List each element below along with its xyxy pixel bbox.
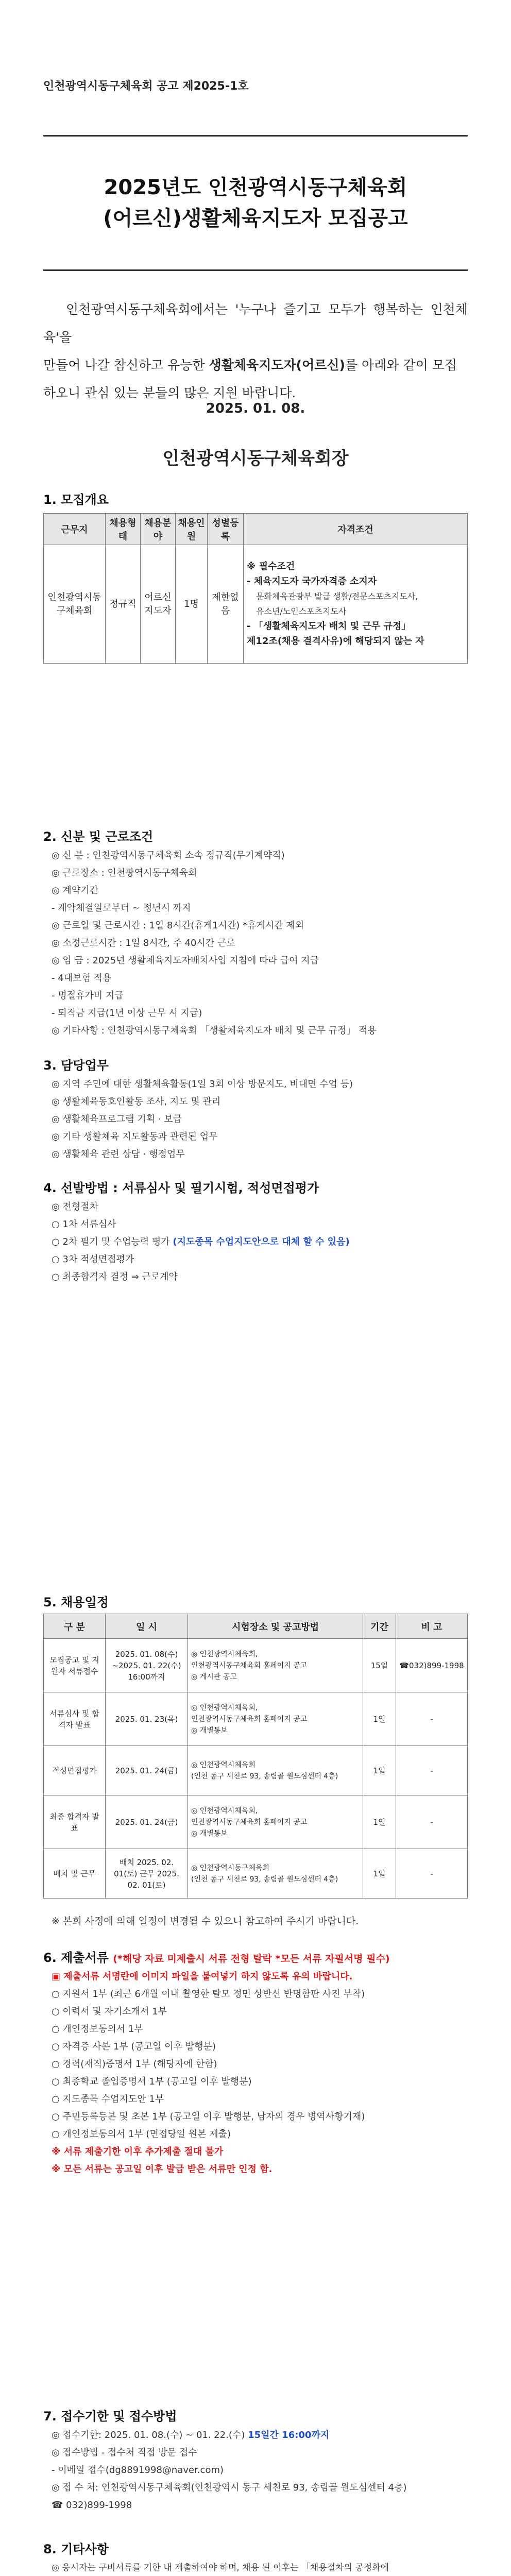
section-4-title: 4. 선발방법 : 서류심사 및 필기시험, 적성면접평가 — [43, 1181, 319, 1195]
condition-item: ◎ 근로일 및 근로시간 : 1일 8시간(휴게1시간) *휴게시간 제외 — [52, 920, 304, 931]
title-line-2: (어르신)생활체육지도자 모집공고 — [103, 207, 408, 230]
sched-type: 서류심사 및 합격자 발표 — [44, 1692, 106, 1746]
schedule-row — [44, 1849, 468, 1899]
documents-warning: ▣ 제출서류 서명란에 이미지 파일을 붙여넣기 하지 않도록 유의 바랍니다. — [52, 1971, 353, 1982]
condition-item: ◎ 기타사항 : 인천광역시동구체육회 「생활체육지도자 배치 및 근무 규정」 적용 — [52, 1025, 377, 1036]
sched-col-type: 구 분 — [44, 1614, 106, 1639]
col-workplace: 근무지 — [44, 514, 106, 545]
selection-item-highlight: (지도종목 수업지도안으로 대체 할 수 있음) — [173, 1236, 350, 1247]
selection-item: ○ 최종합격자 결정 ⇒ 근로계약 — [52, 1272, 178, 1282]
notice-number: 인천광역시동구체육회 공고 제2025-1호 — [43, 80, 249, 93]
condition-item: - 퇴직금 지급(1년 이상 근무 시 지급) — [52, 1008, 202, 1019]
section-6-warning: (*해당 자료 미제출시 서류 전형 탈락 *모든 서류 자필서명 필수) — [113, 1953, 390, 1964]
application-list — [52, 2427, 464, 2514]
duties-list — [52, 1076, 464, 1163]
misc-item: ◎ 응시자는 구비서류를 기한 내 제출하여야 하며, 채용 된 이후는 「채용절차의 공정화에 — [52, 2563, 389, 2573]
intro-line-2 — [43, 351, 468, 379]
condition-item: ◎ 근로장소 : 인천광역시동구체육회 — [52, 868, 197, 878]
section-8-title: 8. 기타사항 — [43, 2542, 109, 2556]
sched-period: 1일 — [363, 1692, 396, 1746]
sched-place-line: 인천광역시동구체육회 홈페이지 공고 — [191, 1818, 308, 1826]
schedule-row — [44, 1639, 468, 1692]
application-item: - 이메일 접수(dg8891998@naver.com) — [52, 2465, 224, 2476]
schedule-header — [44, 1614, 468, 1639]
application-item — [52, 2427, 464, 2444]
sched-col-date: 일 시 — [106, 1614, 188, 1639]
notice-date: 2025. 01. 08. — [206, 401, 305, 416]
sched-col-period: 기간 — [363, 1614, 396, 1639]
sched-note: - — [396, 1746, 468, 1795]
col-field: 채용분야 — [141, 514, 176, 545]
col-count: 채용인원 — [176, 514, 208, 545]
section-6-label: 6. 제출서류 — [43, 1951, 113, 1965]
condition-item: ◎ 임 금 : 2025년 생활체육지도자배치사업 지침에 따라 급여 지급 — [52, 955, 319, 966]
section-7-title: 7. 접수기한 및 접수방법 — [43, 2409, 177, 2424]
qual-1: - 체육지도자 국가자격증 소지자 — [247, 576, 377, 587]
documents-list — [52, 1968, 464, 2178]
sched-place — [188, 1849, 363, 1899]
sched-col-place: 시험장소 및 공고방법 — [188, 1614, 363, 1639]
section-2-title: 2. 신분 및 근로조건 — [43, 829, 154, 844]
condition-item: ◎ 계약기간 — [52, 885, 98, 896]
cell-gender: 제한없음 — [208, 545, 244, 664]
document-item: ○ 주민등록등본 및 초본 1부 (공고일 이후 발행분, 남자의 경우 병역사항기재) — [52, 2111, 365, 2122]
title-box — [43, 135, 468, 271]
sched-place — [188, 1746, 363, 1795]
title-line-1: 2025년도 인천광역시동구체육회 — [104, 176, 407, 199]
intro-line-1: 인천광역시동구체육회에서는 '누구나 즐기고 모두가 행복하는 인천체육'을 — [43, 302, 468, 345]
sched-place-line: ◎ 인천광역시체육회 — [191, 1760, 256, 1769]
condition-item: ◎ 소정근로시간 : 1일 8시간, 주 40시간 근로 — [52, 938, 235, 948]
documents-deadline-warning: ※ 서류 제출기한 이후 추가제출 절대 불가 — [52, 2146, 224, 2157]
document-item: ○ 이력서 및 자기소개서 1부 — [52, 2006, 167, 2017]
documents-issue-warning: ※ 모든 서류는 공고일 이후 발급 받은 서류만 인정 함. — [52, 2164, 272, 2175]
selection-item — [52, 1233, 464, 1251]
sched-place-line: (인천 동구 세천로 93, 송림골 원도심센터 4층) — [191, 1772, 338, 1781]
application-deadline-highlight: 15일간 16:00까지 — [248, 2430, 330, 2441]
sched-type: 모집공고 및 지원자 서류접수 — [44, 1639, 106, 1692]
selection-list — [52, 1198, 464, 1286]
selection-item-text: ○ 2차 필기 및 수업능력 평가 — [52, 1236, 173, 1247]
sched-place — [188, 1639, 363, 1692]
intro-highlight: 생활체육지도자(어르신) — [209, 358, 345, 372]
issuer: 인천광역시동구체육회장 — [162, 448, 349, 469]
condition-item: - 4대보험 적용 — [52, 973, 112, 984]
schedule-row — [44, 1692, 468, 1746]
misc-list — [52, 2560, 464, 2576]
intro-line-2-pre: 만들어 나갈 참신하고 유능한 — [43, 358, 209, 372]
recruit-table — [43, 513, 468, 664]
recruit-table-header — [44, 514, 468, 545]
sched-date: 2025. 01. 23(목) — [106, 1692, 188, 1746]
sched-date: 배치 2025. 02. 01(토) 근무 2025. 02. 01(토) — [106, 1849, 188, 1899]
intro-paragraph — [43, 296, 468, 407]
sched-type: 배치 및 근무 — [44, 1849, 106, 1899]
sched-place-line: (인천 동구 세천로 93, 송림골 원도심센터 4층) — [191, 1875, 338, 1884]
schedule-row — [44, 1795, 468, 1849]
sched-place-line: ◎ 인천광역시체육회, — [191, 1650, 258, 1658]
schedule-row — [44, 1746, 468, 1795]
document-item: ○ 경력(재직)증명서 1부 (해당자에 한함) — [52, 2059, 217, 2070]
duty-item: ◎ 생활체육 관련 상담 · 행정업무 — [52, 1149, 185, 1160]
cell-type: 정규직 — [106, 545, 141, 664]
intro-line-2-post: 를 아래와 같이 모집 — [345, 358, 457, 372]
sched-period: 15일 — [363, 1639, 396, 1692]
col-gender: 성별등록 — [208, 514, 244, 545]
condition-item: - 계약체결일로부터 ~ 정년시 까지 — [52, 903, 191, 913]
sched-place-line: ◎ 개별통보 — [191, 1726, 228, 1735]
section-1-title: 1. 모집개요 — [43, 493, 109, 507]
conditions-list — [52, 847, 464, 1040]
sched-period: 1일 — [363, 1795, 396, 1849]
sched-type: 적성면접평가 — [44, 1746, 106, 1795]
sched-place-line: ◎ 인천광역시체육회, — [191, 1703, 258, 1712]
application-item: ☎ 032)899-1998 — [52, 2500, 132, 2511]
schedule-table — [43, 1614, 468, 1899]
sched-place-line: ◎ 인천광역시동구체육회 — [191, 1863, 269, 1872]
intro-line-3: 하오니 관심 있는 분들의 많은 지원 바랍니다. — [43, 385, 296, 400]
sched-place-line: 인천광역시동구체육회 홈페이지 공고 — [191, 1715, 308, 1723]
section-3-title: 3. 담당업무 — [43, 1058, 109, 1073]
recruit-table-row — [44, 545, 468, 664]
sched-date: 2025. 01. 24(금) — [106, 1795, 188, 1849]
col-qualification: 자격조건 — [244, 514, 468, 545]
cell-qualification — [244, 545, 468, 664]
cell-count: 1명 — [176, 545, 208, 664]
sched-place-line: 인천광역시동구체육회 홈페이지 공고 — [191, 1661, 308, 1670]
document-item: ○ 최종학교 졸업증명서 1부 (공고일 이후 발행분) — [52, 2076, 252, 2087]
condition-item: - 명절휴가비 지급 — [52, 990, 124, 1001]
qual-title: ※ 필수조건 — [247, 561, 295, 572]
sched-note: - — [396, 1692, 468, 1746]
sched-note: - — [396, 1795, 468, 1849]
duty-item: ◎ 기타 생활체육 지도활동과 관련된 업무 — [52, 1131, 218, 1142]
condition-item: ◎ 신 분 : 인천광역시동구체육회 소속 정규직(무기계약직) — [52, 850, 285, 861]
sched-place-line: ◎ 인천광역시체육회, — [191, 1806, 258, 1815]
qual-1a: 문화체육관광부 발급 생활/전문스포츠지도사, — [256, 591, 418, 601]
section-6-title — [43, 1947, 390, 1965]
sched-type: 최종 합격자 발표 — [44, 1795, 106, 1849]
sched-period: 1일 — [363, 1849, 396, 1899]
sched-note: ☎032)899-1998 — [396, 1639, 468, 1692]
selection-item: ○ 3차 적성면접평가 — [52, 1254, 134, 1265]
duty-item: ◎ 생활체육동호인활동 조사, 지도 및 관리 — [52, 1096, 221, 1107]
document-item: ○ 자격증 사본 1부 (공고일 이후 발행분) — [52, 2041, 216, 2052]
application-item: ◎ 접 수 처: 인천광역시동구체육회(인천광역시 동구 세천로 93, 송림골 원도심센터 4층) — [52, 2482, 407, 2493]
duty-item: ◎ 지역 주민에 대한 생활체육활동(1일 3회 이상 방문지도, 비대면 수업 등) — [52, 1079, 353, 1090]
duty-item: ◎ 생활체육프로그램 기획 · 보급 — [52, 1114, 182, 1125]
sched-place-line: ◎ 게시판 공고 — [191, 1672, 237, 1681]
sched-col-note: 비 고 — [396, 1614, 468, 1639]
document-item: ○ 개인정보동의서 1부 — [52, 2024, 143, 2035]
qual-3: 제12조(채용 결격사유)에 해당되지 않는 자 — [247, 636, 424, 647]
sched-place — [188, 1795, 363, 1849]
schedule-note: ※ 본회 사정에 의해 일정이 변경될 수 있으니 참고하여 주시기 바랍니다. — [52, 1916, 359, 1927]
selection-item: ◎ 전형절차 — [52, 1201, 98, 1212]
sched-date: 2025. 01. 24(금) — [106, 1746, 188, 1795]
sched-period: 1일 — [363, 1746, 396, 1795]
sched-place-line: ◎ 개별통보 — [191, 1829, 228, 1838]
qual-2: - 「생활체육지도자 배치 및 근무 규정」 — [247, 621, 411, 632]
sched-date: 2025. 01. 08(수) ~2025. 01. 22(수) 16:00까지 — [106, 1639, 188, 1692]
application-item: ◎ 접수방법 - 접수처 직접 방문 접수 — [52, 2447, 197, 2458]
document-item: ○ 지원서 1부 (최근 6개월 이내 촬영한 탈모 정면 상반신 반명함판 사진 부착) — [52, 1989, 365, 1999]
cell-field: 어르신지도자 — [141, 545, 176, 664]
document-item: ○ 지도종목 수업지도안 1부 — [52, 2094, 164, 2105]
document-item: ○ 개인정보동의서 1부 (면접당일 원본 제출) — [52, 2129, 231, 2140]
sched-note: - — [396, 1849, 468, 1899]
selection-item: ○ 1차 서류심사 — [52, 1219, 116, 1230]
sched-place — [188, 1692, 363, 1746]
col-type: 채용형태 — [106, 514, 141, 545]
cell-workplace: 인천광역시동구체육회 — [44, 545, 106, 664]
section-5-title: 5. 채용일정 — [43, 1595, 109, 1609]
application-deadline: ◎ 접수기한: 2025. 01. 08.(수) ~ 01. 22.(수) — [52, 2430, 248, 2441]
qual-1b: 유소년/노인스포츠지도사 — [256, 606, 347, 616]
